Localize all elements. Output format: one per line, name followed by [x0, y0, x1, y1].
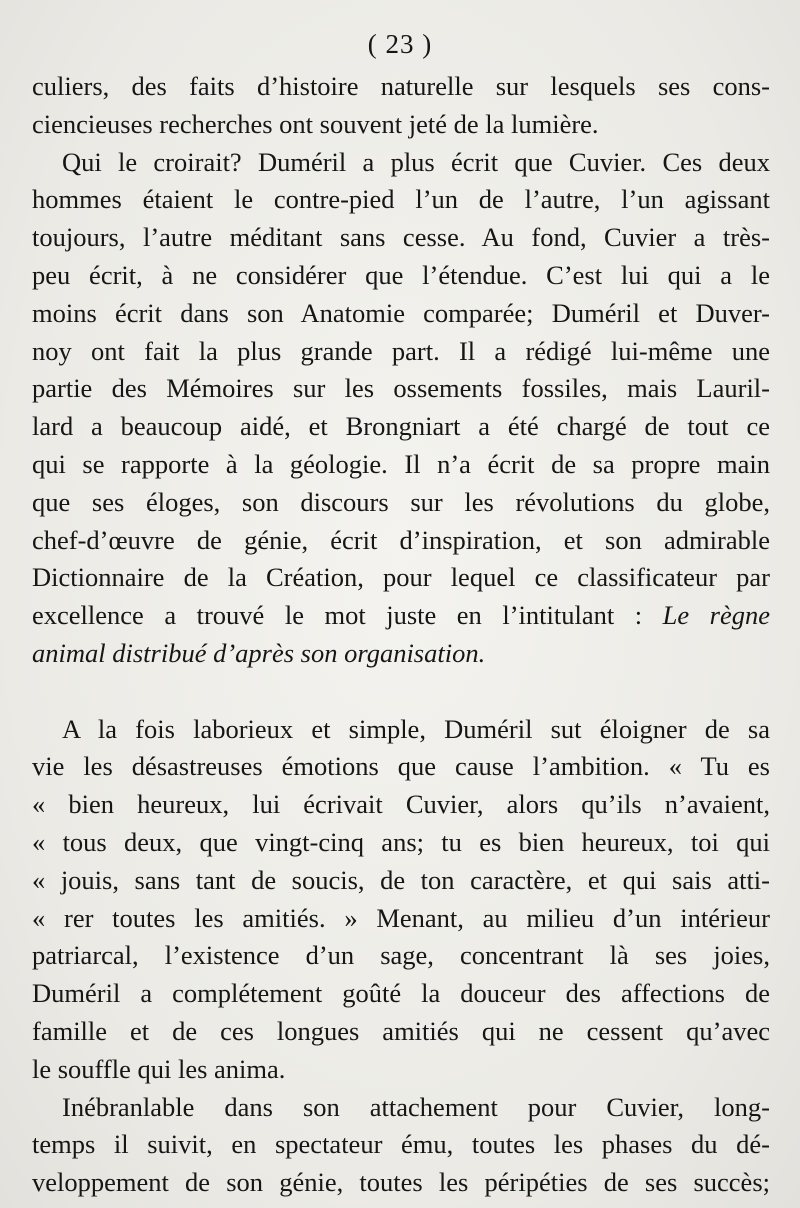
text-line: lard a beaucoup aidé, et Brongniart a été chargé de tout ce: [32, 411, 770, 442]
text-line: noy ont fait la plus grande part. Il a rédigé lui-même une: [32, 335, 770, 366]
text-line: Qui le croirait? Duméril a plus écrit que Cuvier. Ces deux: [62, 146, 770, 177]
text-fragment: excellence a trouvé le mot juste en l’intitulant :: [32, 600, 643, 631]
text-line: famille et de ces longues amitiés qui ne cessent qu’avec: [32, 1015, 770, 1046]
page-body: [32, 68, 770, 1202]
text-line: partie des Mémoires sur les ossements fossiles, mais Lauril-: [32, 373, 770, 404]
text-line: hommes étaient le contre-pied l’un de l’autre, l’un agissant: [32, 184, 770, 215]
text-line: « jouis, sans tant de soucis, de ton caractère, et qui sais atti-: [32, 864, 770, 895]
italic-title-fragment: animal distribué d’après son organisation.: [32, 637, 486, 668]
text-line-with-italic: [32, 597, 770, 635]
text-line: temps il suivit, en spectateur ému, toutes les phases du dé-: [32, 1129, 770, 1160]
italic-title-fragment: Le règne: [662, 600, 771, 631]
text-line: « tous deux, que vingt-cinq ans; tu es bien heureux, toi qui: [32, 826, 770, 857]
paragraph-gap: [32, 673, 770, 711]
text-line: moins écrit dans son Anatomie comparée; Duméril et Duver-: [32, 297, 770, 328]
text-line: A la fois laborieux et simple, Duméril sut éloigner de sa: [62, 713, 770, 744]
text-line: ciencieuses recherches ont souvent jeté de la lumière.: [32, 108, 599, 139]
text-line: Dictionnaire de la Création, pour lequel ce classificateur par: [32, 562, 770, 593]
text-line: veloppement de son génie, toutes les péripéties de ses succès;: [32, 1167, 770, 1198]
text-line: toujours, l’autre méditant sans cesse. Au fond, Cuvier a très-: [32, 222, 770, 253]
text-line: qui se rapporte à la géologie. Il n’a écrit de sa propre main: [32, 448, 770, 479]
text-line: le souffle qui les anima.: [32, 1053, 286, 1084]
text-line: que ses éloges, son discours sur les révolutions du globe,: [32, 486, 770, 517]
page-number: ( 23 ): [367, 29, 433, 59]
text-line: chef-d’œuvre de génie, écrit d’inspiration, et son admirable: [32, 524, 770, 555]
text-line: Duméril a complétement goûté la douceur des affections de: [32, 978, 770, 1009]
text-line: Inébranlable dans son attachement pour Cuvier, long-: [62, 1091, 770, 1122]
text-line: peu écrit, à ne considérer que l’étendue. C’est lui qui a le: [32, 259, 770, 290]
text-line: vie les désastreuses émotions que cause l’ambition. « Tu es: [32, 751, 770, 782]
text-line: patriarcal, l’existence d’un sage, concentrant là ses joies,: [32, 940, 770, 971]
text-line: culiers, des faits d’histoire naturelle sur lesquels ses cons-: [32, 71, 770, 101]
italic-title-line: [32, 635, 770, 673]
text-line: « bien heureux, lui écrivait Cuvier, alors qu’ils n’avaient,: [32, 789, 770, 820]
text-line: « rer toutes les amitiés. » Menant, au milieu d’un intérieur: [32, 902, 770, 933]
